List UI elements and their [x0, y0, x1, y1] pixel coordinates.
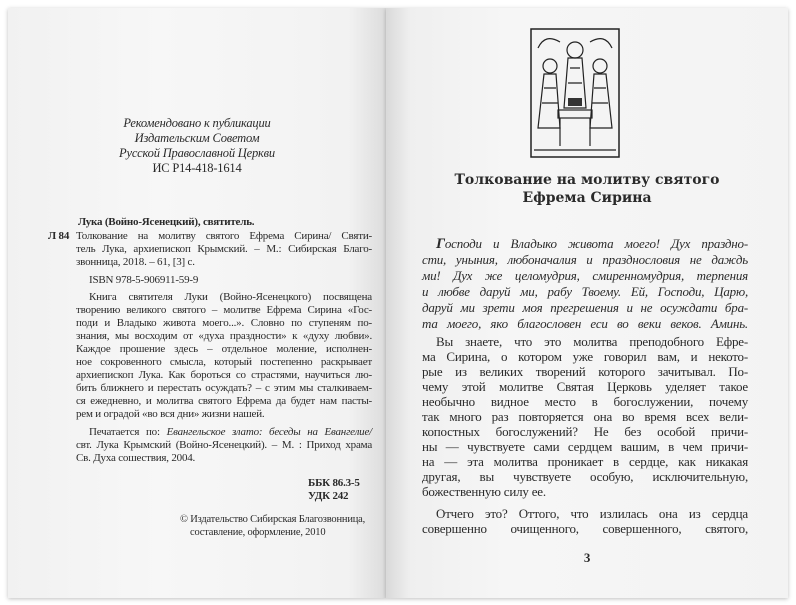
text-line: рые из великих творений которого зачитывал. По- — [422, 364, 748, 379]
annotation-line: ся ежедневно, и молитва святого Ефрема да будет нам пасты- — [76, 395, 372, 407]
prayer-line: осподи и Владыко живота моего! Дух праздно- — [444, 236, 748, 251]
isbn: ISBN 978-5-906911-59-9 — [89, 274, 199, 286]
left-page — [8, 8, 386, 598]
approval-line: Рекомендовано к публикации — [123, 116, 271, 130]
source-note — [76, 426, 372, 465]
annotation-line: рем и оградой «во вся дни» жизни нашей. — [76, 408, 265, 420]
text-line: необычно видное место в богослужении, почему — [422, 394, 748, 409]
approval-line: Русской Православной Церкви — [119, 146, 275, 160]
prayer-line: та моего, яко благословен еси во веки веков. Аминь. — [422, 316, 748, 331]
prayer-line: ми! Дух же целомудрия, смиренномудрия, терпения — [422, 268, 748, 283]
text-line: другая, вы чувствуете особую, исключительную, — [422, 469, 748, 484]
text-line: совершенно очищенного, совершенного, святого, — [422, 521, 748, 536]
annotation-line: творению великого святого – молитве Ефрема Сирина «Гос- — [76, 304, 372, 316]
bib-line: тель Лука, архиепископ Крымский. – М.: Сибирская Благо- — [76, 243, 372, 255]
approval-line: Издательским Советом — [134, 131, 260, 145]
text-line: ма Сирина, о котором уже говорил вам, и некото- — [422, 349, 748, 364]
text-line: Вы знаете, что это молитва преподобного Ефре- — [436, 334, 748, 349]
catalog-mark: Л 84 — [48, 230, 70, 242]
trinity-icon-illustration — [530, 28, 620, 158]
udk-code: УДК 242 — [308, 490, 349, 502]
bib-line: Толкование на молитву святого Ефрема Сирина/ Святи- — [76, 230, 372, 242]
source-line: свт. Лука Крымский (Войно-Ясенецкий). – М. : Приход храма — [76, 439, 372, 451]
prayer-line: и любве даруй ми, рабу Твоему. Ей, Господи, Царю, — [422, 284, 748, 299]
paragraph-1 — [422, 334, 748, 499]
prayer-line: сти, уныния, любоначалия и празднословия не даждь — [422, 252, 748, 267]
text-line: так много раз повторяется она во время всех вели- — [422, 409, 748, 424]
chapter-title — [386, 171, 788, 207]
text-line: божественную силу ее. — [422, 484, 546, 499]
annotation-line: поди и Владыко живота моего...». Словно по ступеням по- — [76, 317, 372, 329]
copyright-line: составление, оформление, 2010 — [190, 527, 326, 538]
title-line: Толкование на молитву святого — [454, 172, 720, 188]
title-line: Ефрема Сирина — [522, 190, 652, 206]
copyright-line: © Издательство Сибирская Благозвонница, — [180, 514, 366, 525]
page-number: 3 — [583, 550, 591, 565]
paragraph-2 — [422, 506, 748, 536]
annotation-line: знания, мы восходим от «духа праздности» к «духу любви». — [76, 330, 372, 342]
bibliography — [76, 230, 372, 269]
bib-line: звонница, 2018. – 61, [3] с. — [76, 256, 195, 268]
text-line: копостных богослужений? Не без особой причи- — [422, 424, 748, 439]
author-heading: Лука (Войно-Ясенецкий), святитель. — [78, 216, 255, 228]
approval-notice — [8, 116, 386, 176]
text-line: Отчего это? Оттого, что излилась она из сердца — [436, 506, 748, 521]
source-line: Св. Духа сошествия, 2004. — [76, 452, 196, 464]
copyright — [180, 513, 365, 539]
text-line: на — эта молитва проникает в сердце, как никакая — [422, 454, 748, 469]
source-title: Евангельское злато: беседы на Евангелие/ — [166, 426, 372, 438]
prayer-line: даруй ми зрети моя прегрешения и не осуждати бра- — [422, 300, 748, 315]
text-line: чему этой молитве Святая Церковь уделяет такое — [422, 379, 748, 394]
text-line: ны — чувствуете сами сердцем вашим, в чем причи- — [422, 439, 748, 454]
annotation-line: архиепископ Лука. Как бороться со страстями, научиться лю- — [76, 369, 372, 381]
annotation-line: Каждое прошение здесь – отдельное моление, исполнен- — [76, 343, 372, 355]
drop-initial: Г — [436, 236, 445, 252]
annotation-line: бить ближнего и перестать осуждать? – с этим мы сталкиваем- — [76, 382, 372, 394]
approval-code: ИС Р14-418-1614 — [152, 161, 242, 175]
bbk-code: ББК 86.3-5 — [308, 477, 360, 489]
right-page — [386, 8, 788, 598]
annotation — [76, 291, 372, 421]
annotation-line: ное сокровенного смысла, который постепенно раскрывает — [76, 356, 372, 368]
source-prefix: Печатается по: — [89, 426, 167, 438]
prayer-text — [422, 236, 748, 332]
annotation-line: Книга святителя Луки (Войно-Ясенецкого) посвящена — [89, 291, 372, 303]
